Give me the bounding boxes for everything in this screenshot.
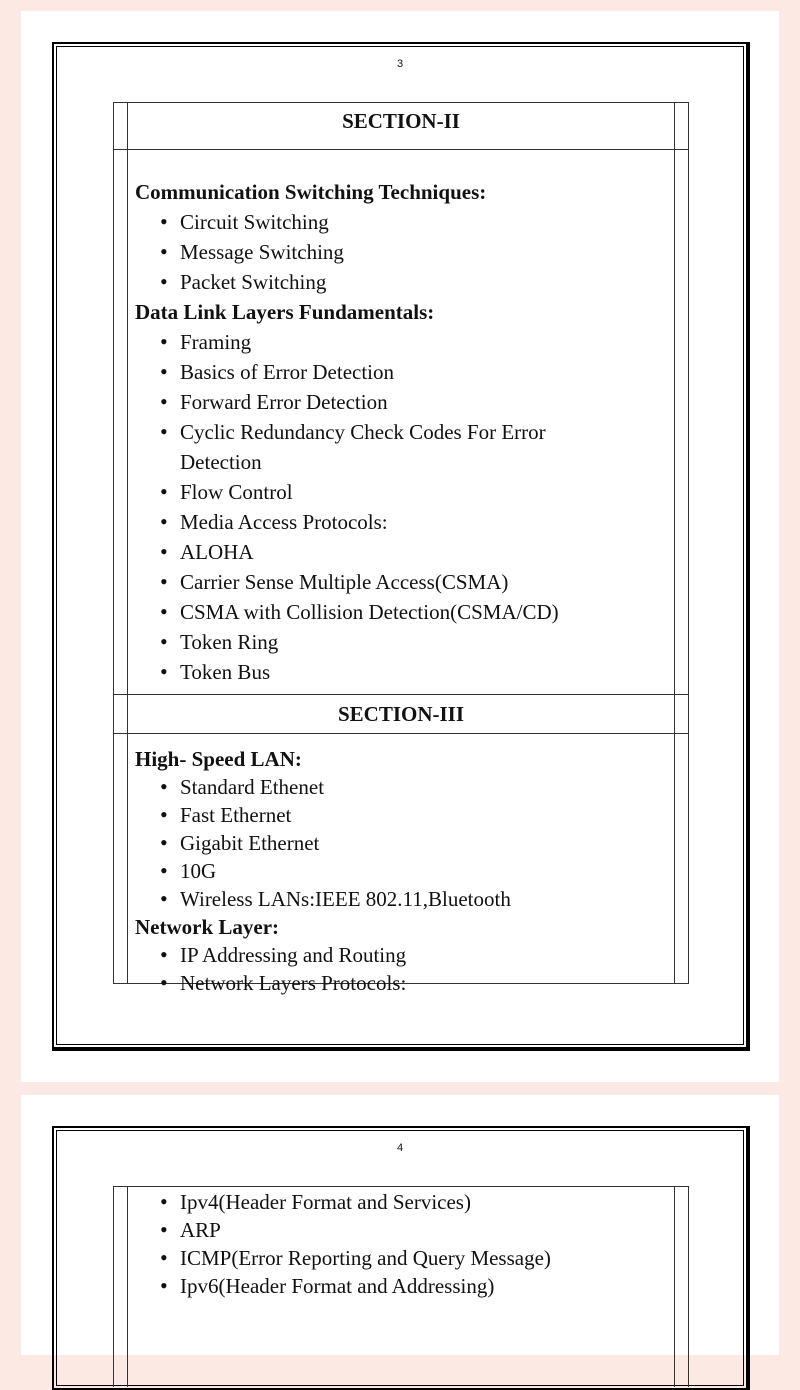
list-item: • ALOHA (135, 537, 668, 567)
list-item: • Ipv4(Header Format and Services) (135, 1188, 668, 1216)
syllabus-table (113, 102, 689, 995)
list-item: • Standard Ethenet (135, 773, 668, 801)
list-item: • IP Addressing and Routing (135, 941, 668, 969)
section-iii-content (135, 745, 668, 997)
list-item-continuation: Detection (180, 450, 262, 474)
list-item: • Packet Switching (135, 267, 668, 297)
network-layer-protocols-content (135, 1188, 668, 1300)
list-item: • Message Switching (135, 237, 668, 267)
list-item: • Framing (135, 327, 668, 357)
list-item: • Gigabit Ethernet (135, 829, 668, 857)
topic-list (135, 207, 668, 297)
list-item: • Token Bus (135, 657, 668, 687)
section-ii-heading: SECTION-II (342, 109, 460, 133)
document-page-4 (21, 1095, 779, 1355)
list-item: • ARP (135, 1216, 668, 1244)
topic-list (135, 941, 668, 997)
page-number: 3 (396, 58, 404, 70)
list-item: • Flow Control (135, 477, 668, 507)
topic-list (135, 327, 668, 687)
list-item: • Carrier Sense Multiple Access(CSMA) (135, 567, 668, 597)
topic-title: Data Link Layers Fundamentals: (135, 300, 435, 324)
section-ii-content (135, 177, 668, 687)
topic-title: Network Layer: (135, 915, 280, 939)
topic-list (135, 1188, 668, 1300)
list-item: • Token Ring (135, 627, 668, 657)
document-page-3 (21, 11, 779, 1082)
topic-title: Communication Switching Techniques: (135, 180, 487, 204)
list-item-text: Cyclic Redundancy Check Codes For Error (180, 420, 546, 444)
list-item: • Forward Error Detection (135, 387, 668, 417)
page-number: 4 (396, 1142, 404, 1154)
list-item: • 10G (135, 857, 668, 885)
list-item: • Circuit Switching (135, 207, 668, 237)
list-item: • Wireless LANs:IEEE 802.11,Bluetooth (135, 885, 668, 913)
list-item: • CSMA with Collision Detection(CSMA/CD) (135, 597, 668, 627)
list-item: • Network Layers Protocols: (135, 969, 668, 997)
list-item: • Media Access Protocols: (135, 507, 668, 537)
section-iii-heading: SECTION-III (337, 702, 465, 726)
topic-title: High- Speed LAN: (135, 747, 302, 771)
syllabus-table (113, 1186, 689, 1387)
topic-list (135, 773, 668, 913)
list-item: • ICMP(Error Reporting and Query Message) (135, 1244, 668, 1272)
list-item: • Fast Ethernet (135, 801, 668, 829)
list-item (135, 417, 668, 477)
list-item: • Basics of Error Detection (135, 357, 668, 387)
list-item: • Ipv6(Header Format and Addressing) (135, 1272, 668, 1300)
